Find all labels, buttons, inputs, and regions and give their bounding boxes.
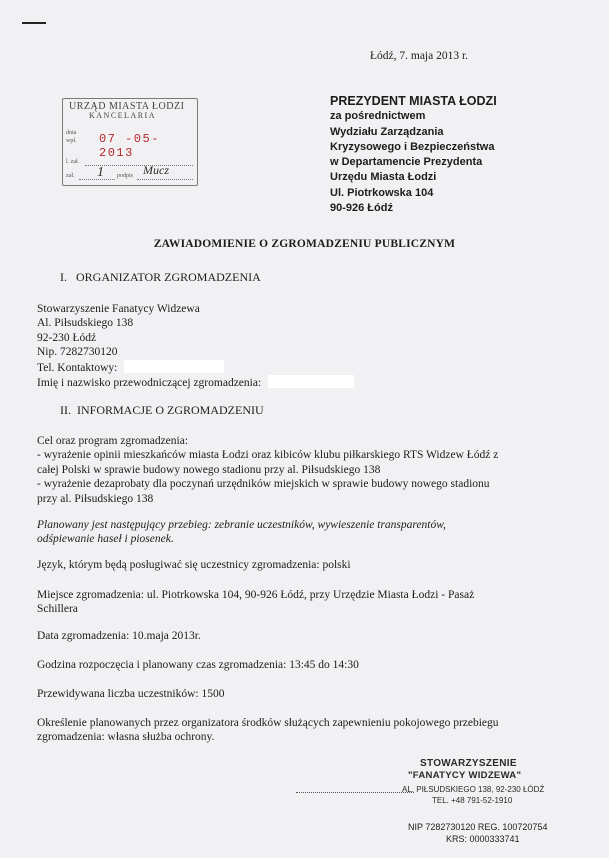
stamp-label-zal: zał. bbox=[66, 173, 75, 179]
goal-line: - wyrażenie opinii mieszkańców miasta Łodzi oraz kibiców klubu piłkarskiego RTS Widzew Łódź z bbox=[37, 449, 499, 462]
place-line: Schillera bbox=[37, 603, 78, 616]
stamp-office: URZĄD MIASTA ŁODZI bbox=[69, 101, 185, 112]
org-phone-row bbox=[37, 360, 557, 375]
security-line: Określenie planowanych przez organizatora środków służących zapewnieniu pokojowego przebiegu bbox=[37, 717, 499, 729]
association-stamp-line1: STOWARZYSZENIE bbox=[420, 758, 517, 769]
leader-redaction bbox=[268, 375, 354, 388]
participants-line: Przewidywana liczba uczestników: 1500 bbox=[37, 688, 225, 700]
leader-label: Imię i nazwisko przewodniczącej zgromadzenia: bbox=[37, 377, 262, 390]
document-title: ZAWIADOMIENIE O ZGROMADZENIU PUBLICZNYM bbox=[153, 238, 456, 250]
recipient-line: 90-926 Łódź bbox=[330, 202, 393, 215]
recipient-line: w Departamencie Prezydenta bbox=[330, 156, 483, 169]
stamp-label-wpl: wpł. bbox=[66, 138, 77, 144]
place-block bbox=[37, 588, 587, 617]
association-stamp-line4: TEL. +48 791-52-1910 bbox=[432, 796, 513, 805]
section-2-heading: II. INFORMACJE O ZGROMADZENIU bbox=[60, 403, 264, 417]
security-line: zgromadzenia: własna służba ochrony. bbox=[37, 731, 215, 744]
stamp-line-3 bbox=[137, 179, 193, 180]
org-city: 92-230 Łódź bbox=[37, 331, 97, 344]
stamp-attachment-count: 1 bbox=[97, 165, 104, 180]
goal-line: - wyrażenie dezaprobaty dla poczynań urzędników miejskich w sprawie budowy nowego stadionu bbox=[37, 478, 490, 491]
plan-line: Planowany jest następujący przebieg: zebranie uczestników, wywieszenie transparentów, bbox=[37, 519, 446, 531]
recipient-address bbox=[330, 94, 590, 216]
recipient-line: Ul. Piotrkowska 104 bbox=[330, 186, 434, 199]
time-line: Godzina rozpoczęcia i planowany czas zgromadzenia: 13:45 do 14:30 bbox=[37, 659, 359, 671]
document-date: Łódź, 7. maja 2013 r. bbox=[370, 50, 469, 62]
recipient-line: za pośrednictwem bbox=[330, 110, 426, 123]
plan-line: odśpiewanie haseł i piosenek. bbox=[37, 533, 174, 546]
org-street: Al. Piłsudskiego 138 bbox=[37, 317, 134, 330]
phone-redaction bbox=[124, 360, 224, 373]
plan-block bbox=[37, 518, 587, 547]
stamp-signature: Mucz bbox=[143, 163, 169, 177]
association-nip: NIP 7282730120 REG. 100720754 bbox=[408, 822, 548, 832]
stamp-label-podpis: podpis bbox=[117, 173, 134, 179]
corner-mark bbox=[22, 22, 46, 24]
organizer-block bbox=[37, 302, 557, 390]
stamp-received-date: 07 -05- 2013 bbox=[99, 132, 160, 160]
recipient-line: Urzędu Miasta Łodzi bbox=[330, 171, 437, 184]
association-stamp-line3: AL. PIŁSUDSKIEGO 138, 92-230 ŁÓDŹ bbox=[402, 785, 545, 794]
registry-stamp bbox=[62, 98, 198, 186]
security-block bbox=[37, 716, 587, 745]
stamp-label-dnia: dnia bbox=[66, 130, 77, 136]
association-krs: KRS: 0000333741 bbox=[446, 834, 520, 844]
place-line: Miejsce zgromadzenia: ul. Piotrkowska 104, 90-926 Łódź, przy Urzędzie Miasta Łodzi - Pasaż bbox=[37, 589, 475, 601]
recipient-line: Kryzysowego i Bezpieczeństwa bbox=[330, 140, 495, 153]
section-1-heading: I. ORGANIZATOR ZGROMADZENIA bbox=[60, 270, 261, 284]
org-name: Stowarzyszenie Fanatycy Widzewa bbox=[37, 303, 200, 315]
signature-line bbox=[296, 792, 414, 793]
stamp-department: KANCELARIA bbox=[89, 111, 156, 120]
language-line: Język, którym będą posługiwać się uczestnicy zgromadzenia: polski bbox=[37, 559, 351, 571]
recipient-line: PREZYDENT MIASTA ŁODZI bbox=[330, 94, 497, 108]
date-line: Data zgromadzenia: 10.maja 2013r. bbox=[37, 630, 201, 642]
association-stamp-line2: "FANATYCY WIDZEWA" bbox=[408, 770, 522, 781]
org-nip: Nip. 7282730120 bbox=[37, 346, 118, 359]
goal-label: Cel oraz program zgromadzenia: bbox=[37, 435, 189, 447]
stamp-label-lzal: l. zał. bbox=[66, 159, 80, 165]
goal-block bbox=[37, 434, 587, 506]
goal-line: całej Polski w sprawie budowy nowego stadionu przy al. Piłsudskiego 138 bbox=[37, 463, 381, 476]
goal-line: przy al. Piłsudskiego 138 bbox=[37, 492, 154, 505]
phone-label: Tel. Kontaktowy: bbox=[37, 361, 118, 374]
org-leader-row bbox=[37, 375, 557, 390]
recipient-line: Wydziału Zarządzania bbox=[330, 125, 444, 138]
